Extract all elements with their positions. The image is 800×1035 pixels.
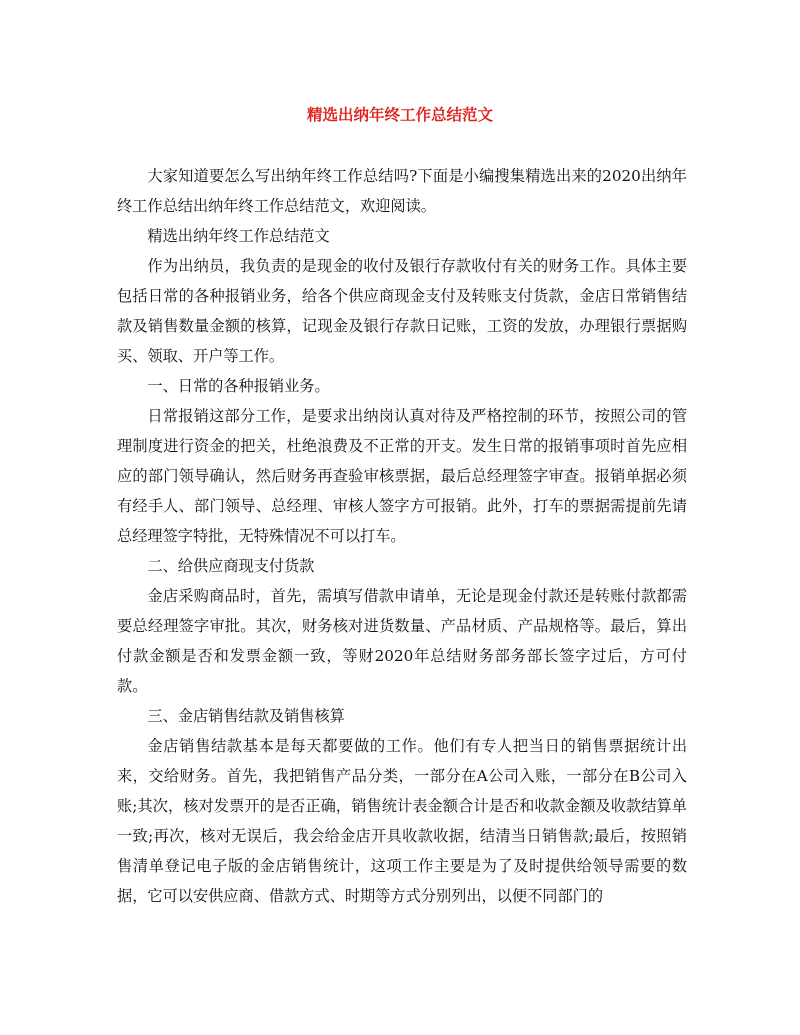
section-heading-sales-settlement: 三、金店销售结款及销售核算 [147, 707, 345, 725]
paragraph-duties: 作为出纳员，我负责的是现金的收付及银行存款收付有关的财务工作。具体主要包括日常的各种报销业务，给各个供应商现金支付及转账支付货款，金店日常销售结款及销售数量金额的核算，记现金及银行存款日记账，工资的发放，办理银行票据购买、领取、开户等工作。 [117, 257, 687, 365]
paragraph-subtitle: 精选出纳年终工作总结范文 [147, 227, 330, 245]
paragraph-supplier-payment: 金店采购商品时，首先，需填写借款申请单，无论是现金付款还是转账付款都需要总经理签字审批。其次，财务核对进货数量、产品材质、产品规格等。最后，算出付款金额是否和发票金额一致，等财2020年总结财务部务部长签字过后，方可付款。 [117, 587, 687, 695]
paragraph-intro: 大家知道要怎么写出纳年终工作总结吗?下面是小编搜集精选出来的2020出纳年终工作总结出纳年终工作总结范文，欢迎阅读。 [117, 167, 687, 215]
document-body [117, 161, 687, 911]
section-heading-reimbursement: 一、日常的各种报销业务。 [147, 377, 330, 395]
paragraph-sales-settlement: 金店销售结款基本是每天都要做的工作。他们有专人把当日的销售票据统计出来，交给财务。首先，我把销售产品分类，一部分在A公司入账，一部分在B公司入账;其次，核对发票开的是否正确，销售统计表金额合计是否和收款金额及收款结算单一致;再次，核对无误后，我会给金店开具收款收据，结清当日销售款;最后，按照销售清单登记电子版的金店销售统计，这项工作主要是为了及时提供给领导需要的数据，它可以安供应商、借款方式、时期等方式分别列出，以便不同部门的 [117, 737, 687, 905]
document-title: 精选出纳年终工作总结范文 [306, 105, 493, 124]
section-heading-supplier-payment: 二、给供应商现支付货款 [147, 557, 315, 575]
paragraph-reimbursement: 日常报销这部分工作，是要求出纳岗认真对待及严格控制的环节，按照公司的管理制度进行资金的把关，杜绝浪费及不正常的开支。发生日常的报销事项时首先应相应的部门领导确认，然后财务再查验审核票据，最后总经理签字审查。报销单据必须有经手人、部门领导、总经理、审核人签字方可报销。此外，打车的票据需提前先请总经理签字特批，无特殊情况不可以打车。 [117, 407, 687, 545]
